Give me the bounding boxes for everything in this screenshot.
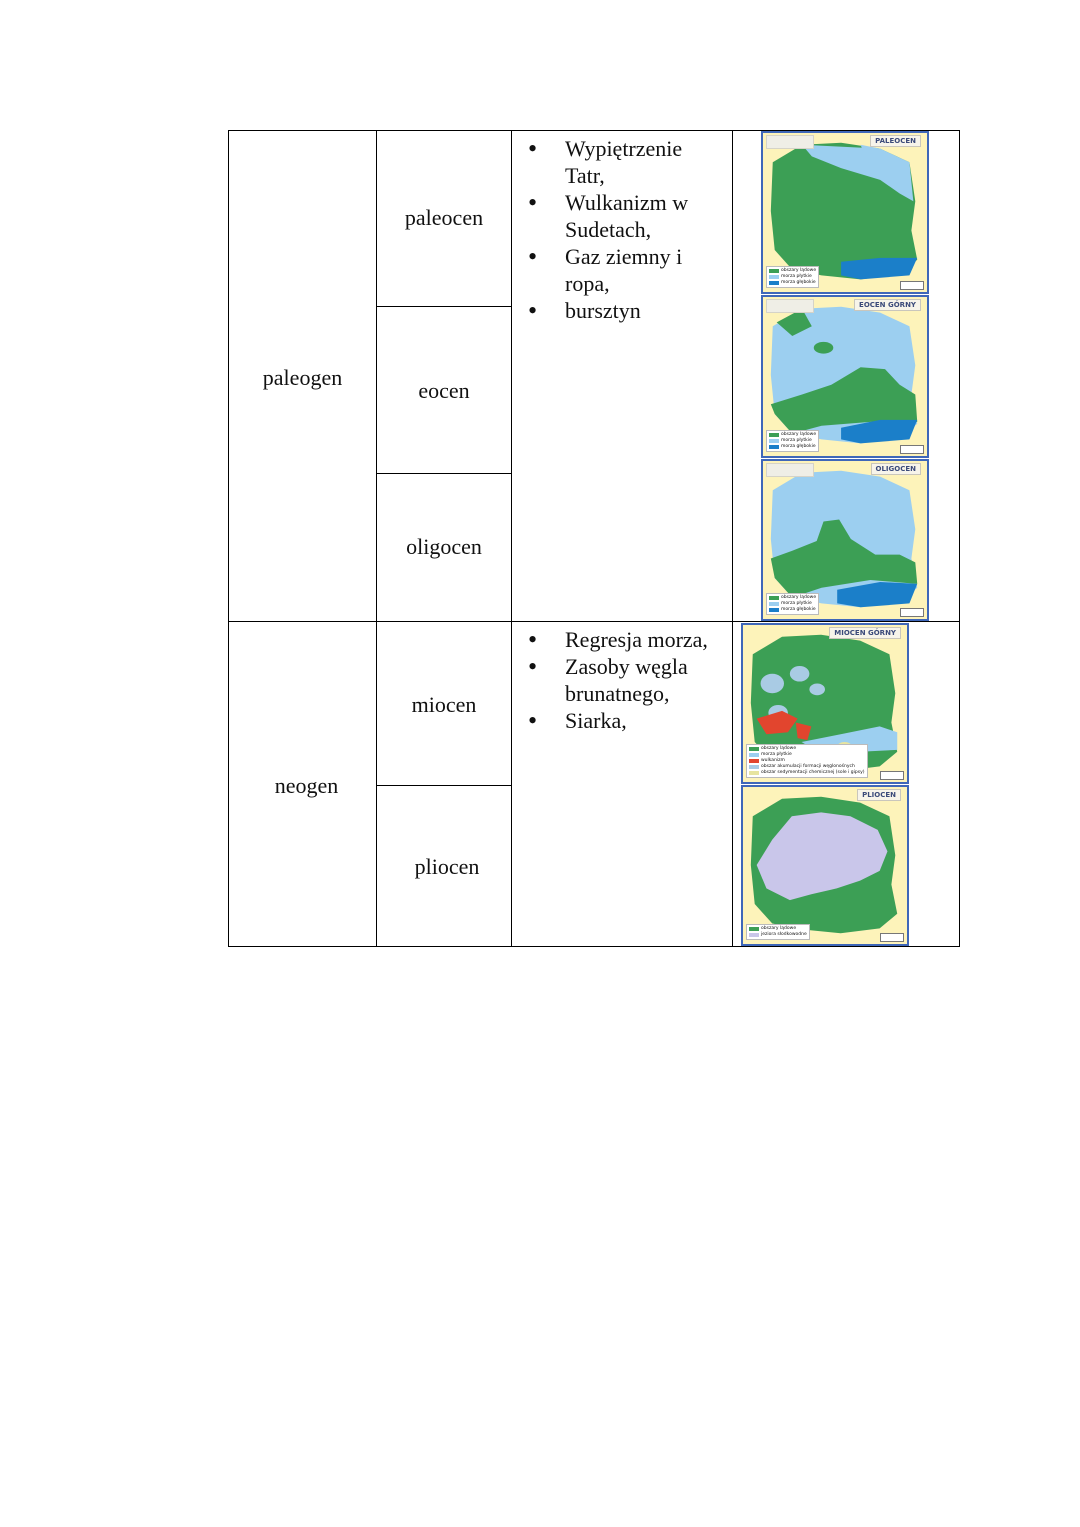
epoch-separator-1	[376, 306, 512, 307]
epoch-separator-3	[376, 785, 512, 786]
legend-swatch	[769, 439, 779, 443]
legend-swatch	[769, 433, 779, 437]
scale-bar-icon	[880, 771, 904, 780]
map-legend	[766, 266, 819, 288]
epoch-pliocen: pliocen	[414, 854, 480, 879]
legend-label: obszary lądowe	[781, 268, 817, 273]
map-pliocen-shapes	[743, 787, 907, 944]
period-paleogen: paleogen	[262, 365, 343, 390]
legend-label: morza płytkie	[781, 274, 812, 279]
legend-label: morza płytkie	[781, 601, 812, 606]
legend-swatch	[769, 275, 779, 279]
map-paleocen	[761, 131, 929, 294]
legend-label: wulkanizm	[761, 758, 785, 763]
deep-sea	[841, 258, 917, 279]
period-neogen: neogen	[274, 773, 339, 798]
map-title: OLIGOCEN	[871, 463, 922, 475]
map-eocen-gorny	[761, 295, 929, 458]
epoch-miocen: miocen	[411, 692, 477, 717]
events-list-paleogen	[514, 135, 726, 324]
legend-swatch	[769, 445, 779, 449]
legend-label: morza głębokie	[781, 607, 816, 612]
map-legend	[746, 924, 810, 940]
legend-label: obszar sedymentacji chemicznej (sole i gipsy)	[761, 770, 865, 775]
scale-bar-icon	[900, 281, 924, 290]
epoch-oligocen: oligocen	[406, 534, 482, 559]
event-item: • Wypiętrzenie Tatr,	[514, 135, 726, 189]
legend-swatch	[749, 927, 759, 931]
table-border-left	[228, 130, 229, 947]
event-item: • Regresja morza,	[514, 626, 726, 653]
map-legend	[766, 593, 819, 615]
coal-area	[809, 684, 825, 696]
legend-swatch	[749, 753, 759, 757]
map-title: PLIOCEN	[857, 789, 901, 801]
map-legend	[766, 430, 819, 452]
legend-swatch	[769, 608, 779, 612]
legend-label: obszary lądowe	[781, 595, 817, 600]
map-title: EOCEN GÓRNY	[854, 299, 921, 311]
legend-swatch	[749, 765, 759, 769]
scale-bar-icon	[880, 933, 904, 942]
legend-swatch	[749, 747, 759, 751]
col-separator-3	[732, 130, 733, 947]
map-infobox	[766, 135, 814, 149]
col-separator-2	[511, 130, 512, 947]
legend-label: morza płytkie	[761, 752, 792, 757]
legend-label: obszar akumulacji formacji węglonośnych	[761, 764, 855, 769]
event-item: • Siarka,	[514, 707, 726, 734]
map-infobox	[766, 299, 814, 313]
map-oligocen	[761, 459, 929, 621]
legend-label: morza głębokie	[781, 280, 816, 285]
legend-label: obszary lądowe	[761, 926, 797, 931]
table-border-right	[959, 130, 960, 947]
legend-swatch	[769, 269, 779, 273]
scale-bar-icon	[900, 445, 924, 454]
event-item: • Gaz ziemny i ropa,	[514, 243, 726, 297]
legend-swatch	[749, 759, 759, 763]
map-miocen-gorny	[741, 623, 909, 784]
legend-label: morza płytkie	[781, 438, 812, 443]
legend-swatch	[749, 933, 759, 937]
legend-swatch	[769, 602, 779, 606]
legend-swatch	[769, 281, 779, 285]
legend-label: jeziora słodkowodne	[761, 932, 807, 937]
events-list-neogen	[514, 626, 726, 734]
table-border-bottom	[228, 946, 960, 947]
legend-label: obszary lądowe	[761, 746, 797, 751]
coal-area	[790, 666, 810, 682]
event-item: • Wulkanizm w Sudetach,	[514, 189, 726, 243]
legend-label: morza głębokie	[781, 444, 816, 449]
event-item: • Zasoby węgla brunatnego,	[514, 653, 726, 707]
row-separator	[228, 621, 960, 622]
coal-area	[761, 674, 784, 694]
map-title: PALEOCEN	[870, 135, 921, 147]
legend-label: obszary lądowe	[781, 432, 817, 437]
legend-swatch	[769, 596, 779, 600]
epoch-separator-2	[376, 473, 512, 474]
map-legend	[746, 744, 868, 778]
epoch-paleocen: paleocen	[404, 205, 484, 230]
epoch-eocen: eocen	[418, 378, 470, 403]
land-island	[814, 342, 834, 354]
event-item: • bursztyn	[514, 297, 726, 324]
map-infobox	[766, 463, 814, 477]
map-pliocen	[741, 785, 909, 946]
scale-bar-icon	[900, 608, 924, 617]
legend-swatch	[749, 771, 759, 775]
map-title: MIOCEN GÓRNY	[829, 627, 901, 639]
